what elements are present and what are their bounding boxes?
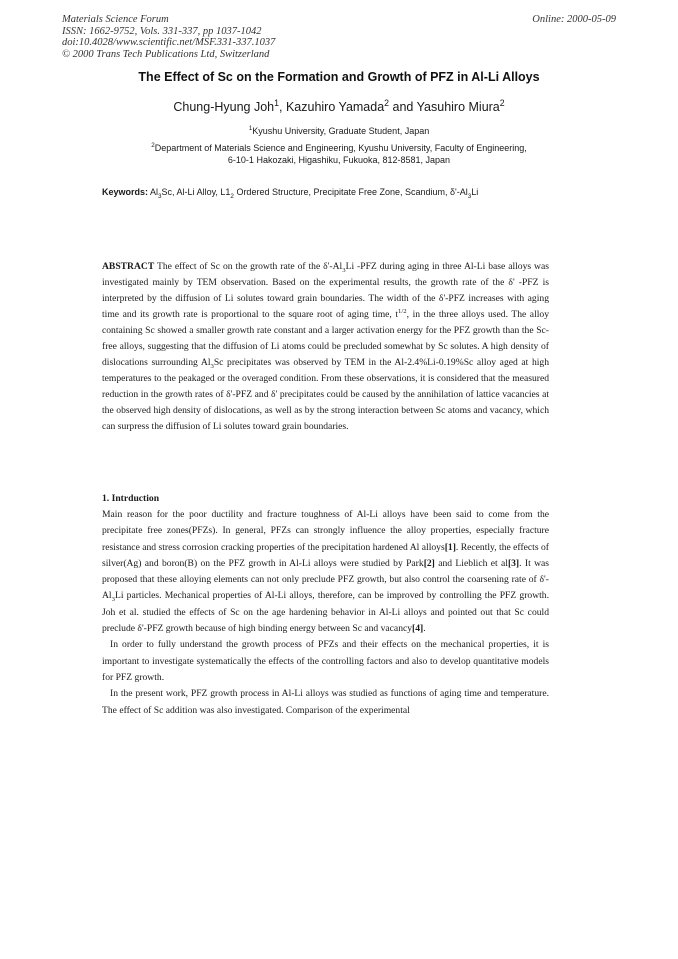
paragraph (102, 507, 549, 637)
doi-line: doi:10.4028/www.scientific.net/MSF.331-337.1037 (62, 37, 276, 48)
journal-header (62, 14, 275, 60)
author-name: Chung-Hyung Joh (173, 100, 275, 114)
keywords (102, 187, 582, 200)
introduction-body (102, 507, 549, 719)
abstract-text: Sc precipitates was observed by TEM in the Al-2.4%Li-0.19%Sc alloy aged at high temperatures to the peakaged or the overaged condition. From these observations, it is considered that the measured reduction in the growth rates of δ'-PFZ and δ' precipitates could be caused by the annihilation of lattice vacancies at the observed high density of dislocations, as well as by the strong interaction between Sc atoms and vacancy, which can surpress the diffusion of Li solutes toward grain boundaries. (102, 357, 549, 433)
affiliation-address: 6-10-1 Hakozaki, Higashiku, Fukuoka, 812-8581, Japan (227, 154, 451, 165)
subscript: 3 (111, 596, 115, 604)
subscript: 2 (230, 192, 234, 200)
affiliation-2 (80, 143, 598, 166)
abstract-label: ABSTRACT (102, 261, 155, 272)
journal-name: Materials Science Forum (62, 14, 169, 25)
issn-line: ISSN: 1662-9752, Vols. 331-337, pp 1037-1042 (62, 25, 262, 37)
keywords-text: Li (471, 187, 479, 197)
abstract-text: The effect of Sc on the growth rate of the δ'-Al (154, 261, 343, 272)
keywords-text: Al (148, 187, 159, 197)
paragraph: In the present work, PFZ growth process in Al-Li alloys was studied as functions of aging time and temperature. The effect of Sc addition was also investigated. Comparison of the experimental (102, 688, 549, 716)
author-affiliation-mark: 1 (274, 97, 279, 108)
keywords-text: Sc, Al-Li Alloy, L1 (161, 187, 231, 197)
paragraph: In order to fully understand the growth process of PFZs and their effects on the mechanical properties, it is important to investigate systematically the effects of the controlling factors and also to develop quantitative models for PFZ growth. (102, 639, 549, 683)
subscript: 3 (210, 363, 214, 371)
author-separator: , (279, 100, 286, 114)
abstract-text: , in the three alloys used. The alloy containing Sc showed a smaller growth rate constant and a larger activation energy for the PFZ growth than the Sc-free alloys, suggesting that the diffusion of Li atoms could be precluded somewhat by Sc solutes. A high density of dislocations surrounding Al (102, 309, 549, 369)
paragraph-text: Li particles. Mechanical properties of Al-Li alloys, therefore, can be improved by controlling the PFZ growth. Joh et al. studied the effects of Sc on the age hardening behavior in Al-Li alloys and pointed out that Sc could preclude δ'-PFZ growth because of high binding energy between Sc and vacancy (102, 590, 549, 635)
keywords-text: Ordered Structure, Precipitate Free Zone, Scandium, δ'-Al (233, 187, 468, 197)
abstract (102, 259, 549, 436)
author-affiliation-mark: 2 (384, 97, 390, 108)
citation: [1] (444, 541, 456, 553)
author-separator: and (389, 100, 417, 114)
copyright-line: © 2000 Trans Tech Publications Ltd, Switzerland (62, 48, 270, 60)
author-name: Yasuhiro Miura (416, 100, 500, 114)
affiliation-text: Department of Materials Science and Engineering, Kyushu University, Faculty of Engineering, (154, 143, 527, 153)
affiliation-1 (0, 126, 678, 136)
abstract-text: Li -PFZ during aging in three Al-Li base alloys was investigated mainly by TEM observation. Based on the experimental results, the growth rate of the δ' -PFZ is interpreted by the diffusion of Li solutes toward grain boundaries. The width of the δ'-PFZ increases with aging time and its growth rate is proportional to the square root of aging time, t (102, 261, 549, 321)
author-list (0, 97, 678, 114)
superscript: 1/2 (398, 307, 407, 315)
subscript: 3 (158, 192, 162, 200)
subscript: 3 (467, 192, 472, 200)
paragraph-text: and Lieblich et al (434, 557, 508, 569)
affiliation-text: Kyushu University, Graduate Student, Japan (252, 126, 430, 136)
author-affiliation-mark: 2 (499, 97, 505, 108)
keywords-label: Keywords: (102, 187, 149, 197)
subscript: 3 (342, 266, 346, 274)
online-date: Online: 2000-05-09 (532, 14, 616, 25)
section-heading: 1. Intrduction (102, 493, 160, 504)
citation: [4] (412, 623, 424, 635)
paragraph-text: Main reason for the poor ductility and fracture toughness of Al-Li alloys have been said to come from the precipitate free zones(PFZs). In general, PFZs can strongly influence the alloy properties, especially fracture resistance and stress corrosion cracking properties of the precipitation hardened Al alloys (102, 509, 549, 553)
paragraph-text: . Recently, the effects of silver(Ag) and boron(B) on the PFZ growth in Al-Li alloys were studied by Park (102, 541, 549, 569)
paragraph-text: . (423, 623, 426, 635)
citation: [2] (423, 557, 435, 569)
author-name: Kazuhiro Yamada (285, 100, 385, 114)
paragraph-text: . It was proposed that these alloying elements can not only preclude PFZ growth, but also control the coarsening rate of δ'-Al (102, 557, 549, 602)
citation: [3] (507, 557, 520, 569)
paper-title: The Effect of Sc on the Formation and Growth of PFZ in Al-Li Alloys (138, 70, 540, 84)
affiliation-mark: 1 (248, 125, 253, 132)
affiliation-mark: 2 (151, 142, 155, 149)
